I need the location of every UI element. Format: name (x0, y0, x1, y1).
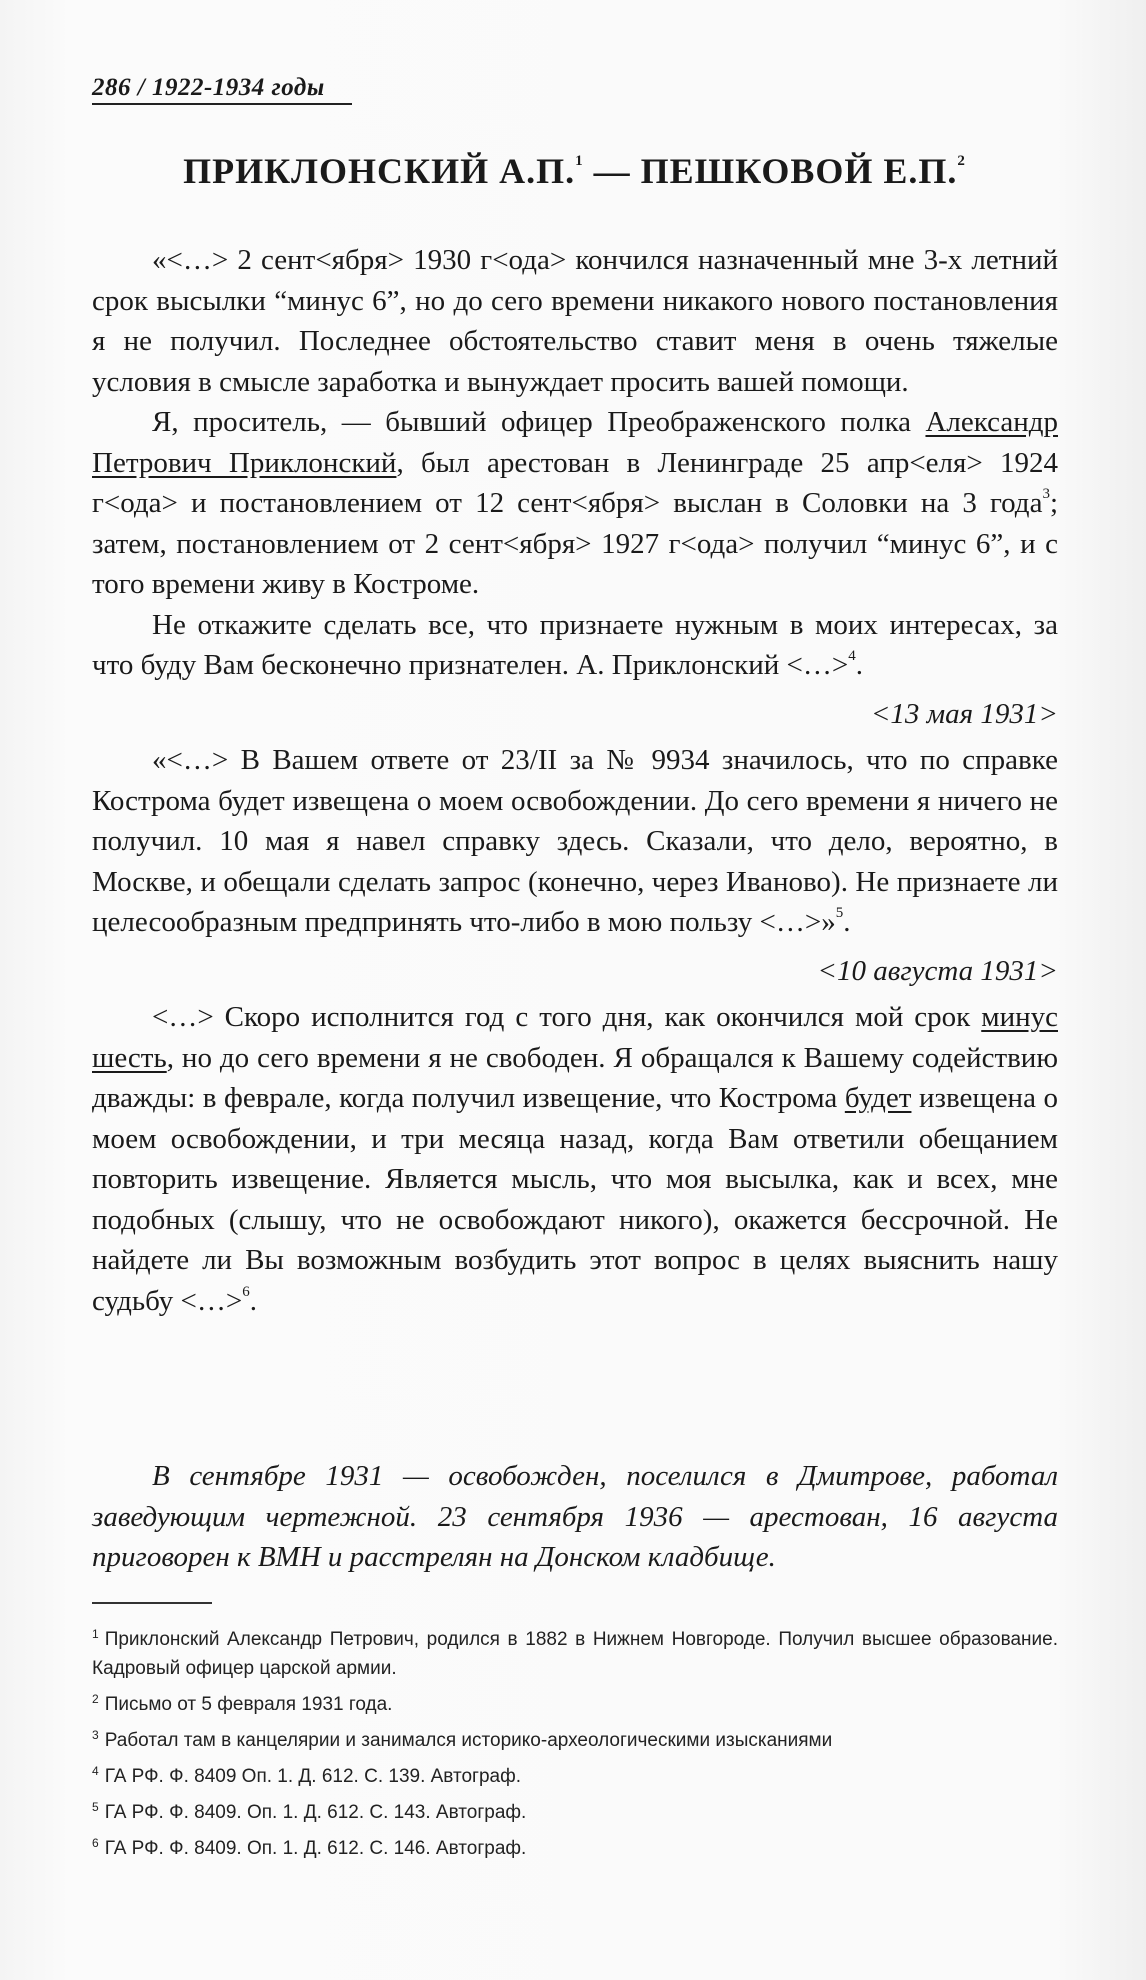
letter1-p2-text-a: Я, проситель, — бывший офицер Преображенского полка (152, 406, 926, 438)
footnote-separator (92, 1602, 212, 1604)
letter3-p1-end: . (249, 1284, 258, 1317)
footnote-text: Письмо от 5 февраля 1931 года. (104, 1694, 393, 1715)
footnotes (92, 1620, 1058, 1865)
title-footnote-1: 1 (575, 153, 584, 169)
footnote-number: 5 (92, 1800, 99, 1814)
letter3-underlined-minus-six: минус шесть (92, 1001, 1058, 1074)
footnote (92, 1620, 1058, 1683)
letter1-paragraph2 (92, 402, 1058, 605)
footnote-number: 6 (92, 1836, 99, 1850)
letter2-p1-text: «<…> В Вашем ответе от 23/II за № 9934 значилось, что по справке Кострома будет извещена о моем освобождении. До сего времени я ничего не получил. 10 мая я навел справку здесь. Сказали, что дело, вероятно, в Москве, и обещали сделать запрос (конечно, через Иваново). Не признаете ли целесообразным предпринять что-либо в мою пользу <…>» (92, 744, 1058, 938)
footnote-ref-3: 3 (1042, 486, 1050, 502)
running-head: 286 / 1922-1934 годы (92, 74, 352, 105)
letter3-p1-text-c: извещена о моем освобождении, и три месяца назад, когда Вам ответили обещанием повторить извещение. Является мысль, что моя высылка, как и всех, мне подобных (слышу, что не освобождают никого), окажется бессрочной. Не найдете ли Вы возможным возбудить этот вопрос в целях выяснить нашу судьбу <…> (92, 1082, 1058, 1317)
footnote-text: Приклонский Александр Петрович, родился в 1882 в Нижнем Новгороде. Получил высшее образование. Кадровый офицер царской армии. (92, 1629, 1058, 1679)
footnote-number: 4 (92, 1764, 99, 1778)
letter1-p2-text-b: , был арестован в Ленинграде 25 апр<еля> 1924 г<ода> и постановлением от 12 сент<ября> выслан в Соловки на 3 года (92, 446, 1058, 519)
title-footnote-2: 2 (957, 153, 966, 169)
footnote-ref-6: 6 (242, 1283, 250, 1300)
footnote-ref-4: 4 (848, 648, 856, 664)
title-part-a: ПРИКЛОНСКИЙ А.П. (183, 151, 576, 191)
letter3-p1-text-a: <…> Скоро исполнится год с того дня, как окончился мой срок (152, 1001, 982, 1033)
letter2-paragraph1 (92, 740, 1058, 943)
footnote (92, 1757, 1058, 1791)
footnote-text: ГА РФ. Ф. 8409. Оп. 1. Д. 612. С. 143. Автограф. (104, 1802, 527, 1823)
footnote-text: Работал там в канцелярии и занимался историко-археологическими изысканиями (104, 1730, 833, 1751)
letter1-p3-text: Не откажите сделать все, что признаете нужным в моих интересах, за что буду Вам бесконечно признателен. А. Приклонский <…> (92, 608, 1058, 681)
letter3-p1-text-b: , но до сего времени я не свободен. Я обращался к Вашему содействию дважды: в феврале, когда получил извещение, что Кострома (92, 1041, 1058, 1114)
letter2-p1-end: . (843, 906, 851, 938)
letter3-underlined-budet: будет (844, 1082, 912, 1114)
letter3-paragraph1 (92, 997, 1058, 1321)
letter-title (92, 150, 1057, 192)
footnote-number: 2 (92, 1692, 99, 1706)
letter1-p2-underlined-name: Александр Петрович Приклонский (92, 406, 1058, 479)
footnote-number: 3 (92, 1728, 99, 1742)
dateline-august-1931: <10 августа 1931> (817, 954, 1058, 987)
footnote (92, 1721, 1058, 1755)
letter1-p3-end: . (855, 649, 863, 681)
dateline-may-1931: <13 мая 1931> (870, 697, 1058, 730)
biographical-epilogue: В сентябре 1931 — освобожден, поселился в Дмитрове, работал заведующим чертежной. 23 сентября 1936 — арестован, 16 августа приговорен к ВМН и расстрелян на Донском кладбище. (92, 1460, 1058, 1573)
footnote-text: ГА РФ. Ф. 8409 Оп. 1. Д. 612. С. 139. Автограф. (104, 1766, 522, 1787)
footnote (92, 1793, 1058, 1827)
footnote-ref-5: 5 (835, 905, 844, 921)
footnote (92, 1685, 1058, 1719)
footnote-number: 1 (92, 1627, 99, 1641)
footnote-text: ГА РФ. Ф. 8409. Оп. 1. Д. 612. С. 146. Автограф. (104, 1838, 527, 1859)
footnote (92, 1829, 1058, 1863)
letter1-p2-text-c: ; затем, постановлением от 2 сент<ября> 1927 г<ода> получил “минус 6”, и с того времени живу в Костроме. (92, 487, 1058, 600)
letters-body (92, 240, 1058, 1321)
letter1-paragraph3 (92, 605, 1058, 686)
letter1-paragraph1: «<…> 2 сент<ября> 1930 г<ода> кончился назначенный мне 3-х летний срок высылки “минус 6”, но до сего времени никакого нового постановления я не получил. Последнее обстоятельство ставит меня в очень тяжелые условия в смысле заработка и вынуждает просить вашей помощи. (92, 244, 1058, 398)
title-part-b: — ПЕШКОВОЙ Е.П. (583, 151, 958, 191)
